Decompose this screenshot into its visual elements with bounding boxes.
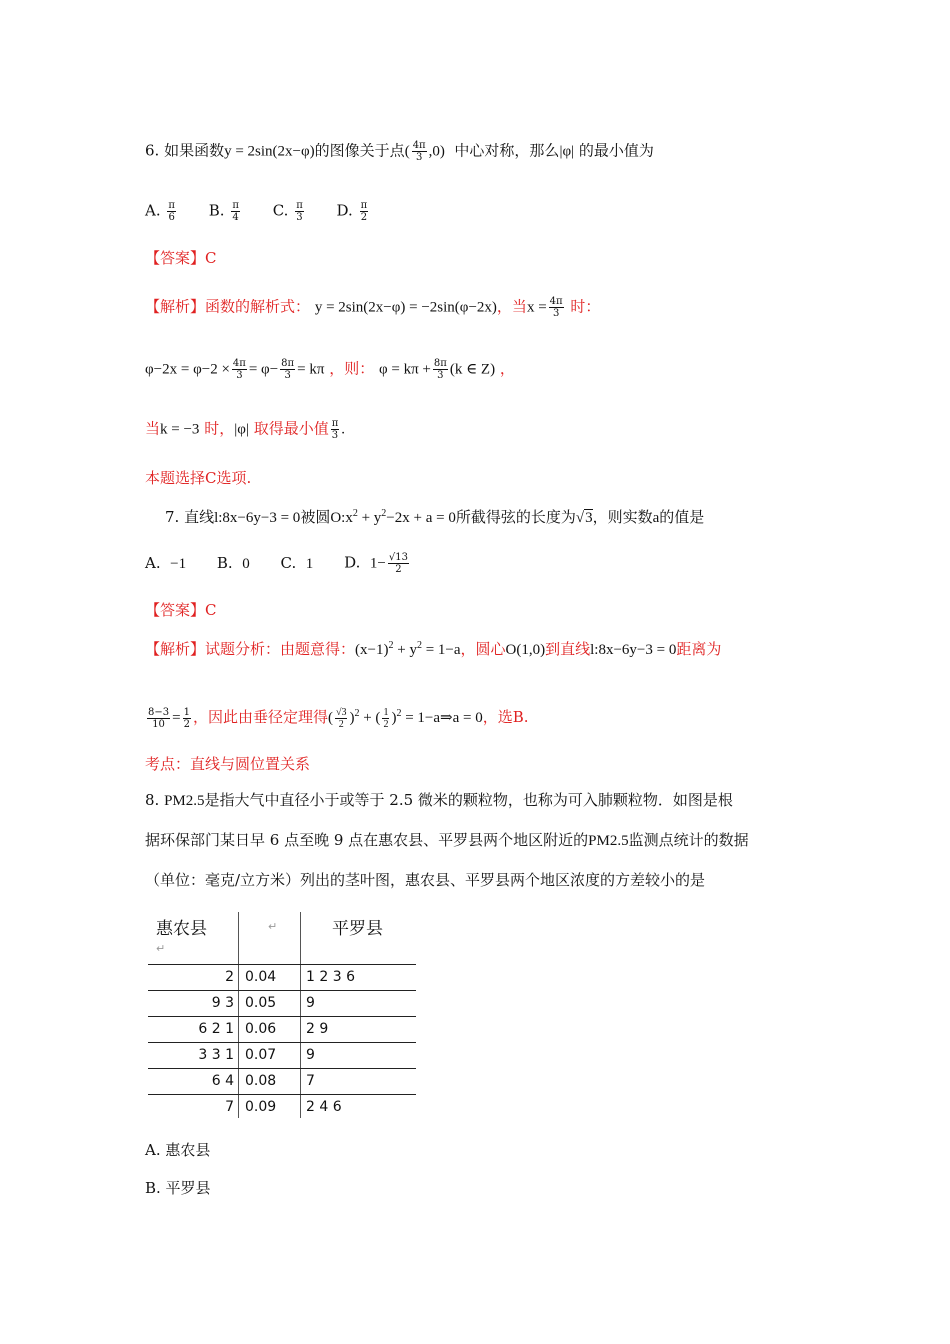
analysis-expression: ( $\frac{√3}{2}$ )$^2$ + ( $\frac{1}{2}$ )$^2$ = 1−a⇒a = 0 bbox=[327, 707, 483, 731]
analysis-x: x = bbox=[526, 299, 547, 316]
analysis-expression: = φ− bbox=[248, 361, 279, 378]
row-stem: 0.05 bbox=[245, 995, 277, 1011]
q8-stem-text: 是指大气中直径小于或等于 2.5 微米的颗粒物，也称为可入肺颗粒物．如图是根 bbox=[204, 791, 733, 809]
analysis-center: O(1,0) bbox=[505, 642, 546, 658]
q8-pm25: PM2.5 bbox=[164, 793, 205, 809]
analysis-text: 试题分析：由题意得： bbox=[205, 640, 356, 658]
answer-tag: 【答案】 bbox=[145, 249, 206, 267]
table-divider bbox=[238, 912, 239, 1118]
q7-analysis-line1 bbox=[145, 636, 721, 660]
row-right-leaves: 2 9 bbox=[306, 1021, 329, 1037]
row-right-leaves: 1 2 3 6 bbox=[306, 969, 355, 985]
q7-stem-text: 的值是 bbox=[659, 508, 705, 526]
q8-stem-line2 bbox=[145, 830, 749, 851]
q6-point-fraction: $\frac{4\pi}{3}$ bbox=[412, 140, 426, 163]
row-stem: 0.09 bbox=[245, 1099, 277, 1115]
analysis-fraction: $\frac{8\pi}{3}$ bbox=[281, 358, 295, 381]
q8-pm25: PM2.5 bbox=[588, 833, 629, 849]
return-mark: ↵ bbox=[268, 920, 278, 933]
q6-conclusion: 本题选择C选项. bbox=[145, 469, 252, 487]
analysis-text: 到直线 bbox=[545, 640, 591, 658]
analysis-expression: y = 2sin(2x−φ) = −2sin(φ−2x) bbox=[314, 299, 497, 316]
row-left-leaves: 6 2 1 bbox=[198, 1021, 234, 1037]
analysis-fraction: $\frac{\pi}{3}$ bbox=[331, 418, 339, 441]
table-row-line bbox=[148, 1068, 416, 1069]
analysis-text: 当 bbox=[145, 419, 161, 438]
q7-option-a: A. −1 bbox=[145, 553, 187, 572]
row-right-leaves: 9 bbox=[306, 995, 315, 1011]
analysis-expression: = bbox=[172, 710, 181, 726]
q7-options bbox=[145, 552, 411, 575]
analysis-text: 取得最小值 bbox=[253, 419, 329, 438]
header-huinong: 惠农县 bbox=[156, 919, 207, 939]
q8-stem-text: 8. bbox=[145, 791, 165, 809]
analysis-x-fraction: $\frac{4\pi}{3}$ bbox=[549, 296, 563, 319]
q7-circle-equation: $O:x^2 + y^2-2x + a = 0$ bbox=[330, 508, 456, 526]
q7-variable: a bbox=[652, 510, 660, 526]
return-mark: ↵ bbox=[156, 942, 166, 955]
q6-option-b: B. $\frac{\pi}{4}$ bbox=[208, 200, 239, 223]
q7-stem-text: 被圆 bbox=[300, 508, 331, 526]
header-pingluo: 平罗县 bbox=[332, 919, 383, 939]
q6-abs: |φ| bbox=[559, 143, 575, 160]
analysis-text: ，选B. bbox=[482, 708, 529, 726]
table-row-line bbox=[148, 1016, 416, 1017]
analysis-fraction: $\frac{1}{2}$ bbox=[183, 706, 190, 730]
q6-answer bbox=[145, 248, 217, 268]
q7-stem-text: 7. 直线 bbox=[165, 508, 215, 526]
analysis-expression: φ = kπ + bbox=[378, 361, 431, 378]
table-row-line bbox=[148, 964, 416, 965]
q6-function: y = 2sin(2x−φ) bbox=[224, 143, 315, 160]
analysis-expression: $(x-1)^2 + y^2 = 1-a$ bbox=[355, 640, 461, 658]
row-right-leaves: 2 4 6 bbox=[306, 1099, 342, 1115]
q6-point-rest: ,0) bbox=[428, 143, 445, 160]
table-row-line bbox=[148, 1042, 416, 1043]
q7-line-equation: l:8x−6y−3 = 0 bbox=[214, 510, 301, 526]
row-right-leaves: 9 bbox=[306, 1047, 315, 1063]
analysis-fraction: $\frac{8\pi}{3}$ bbox=[433, 358, 447, 381]
q7-answer bbox=[145, 600, 217, 620]
q6-stem-text: 中心对称，那么 bbox=[454, 141, 560, 160]
answer-tag: 【答案】 bbox=[145, 601, 206, 619]
analysis-tag: 【解析】 bbox=[145, 297, 206, 316]
row-right-leaves: 7 bbox=[306, 1073, 315, 1089]
q8-stem-text: 监测点统计的数据 bbox=[628, 831, 749, 849]
q7-option-c: C. 1 bbox=[280, 553, 314, 572]
analysis-fraction: $\frac{4\pi}{3}$ bbox=[232, 358, 246, 381]
q6-option-c: C. $\frac{\pi}{3}$ bbox=[272, 200, 303, 223]
q7-kaodian: 考点：直线与圆位置关系 bbox=[145, 755, 311, 773]
q6-analysis-line2 bbox=[145, 358, 515, 381]
q6-analysis-line3 bbox=[145, 418, 345, 441]
q6-option-d: D. $\frac{\pi}{2}$ bbox=[336, 200, 368, 223]
row-left-leaves: 3 3 1 bbox=[198, 1047, 234, 1063]
analysis-text: 时， bbox=[204, 419, 235, 438]
analysis-expression: k = −3 bbox=[160, 421, 200, 438]
analysis-text: . bbox=[341, 421, 346, 438]
q8-option-b: B. 平罗县 bbox=[145, 1179, 211, 1197]
q6-analysis-line1 bbox=[145, 296, 600, 319]
q6-option-a: A. $\frac{\pi}{6}$ bbox=[145, 200, 175, 223]
analysis-text: 距离为 bbox=[676, 640, 722, 658]
q6-stem-text: 的图像关于点 bbox=[314, 141, 405, 160]
analysis-expression: φ−2x = φ−2 × bbox=[145, 361, 230, 378]
analysis-text: 时： bbox=[570, 297, 601, 316]
q7-analysis-line2 bbox=[145, 704, 529, 730]
q6-stem-text: 6. 如果函数 bbox=[145, 141, 225, 160]
q6-options bbox=[145, 200, 370, 223]
analysis-expression: (k ∈ Z) bbox=[449, 361, 496, 378]
q6-stem-text: 的最小值为 bbox=[578, 141, 654, 160]
analysis-fraction: $\frac{8-3}{10}$ bbox=[148, 706, 170, 730]
row-left-leaves: 6 4 bbox=[211, 1073, 234, 1089]
table-row-line bbox=[148, 990, 416, 991]
row-stem: 0.04 bbox=[245, 969, 277, 985]
q7-sqrt3: √3 bbox=[575, 510, 593, 526]
table-divider bbox=[300, 912, 301, 1118]
analysis-text: ，则： bbox=[329, 359, 375, 378]
answer-value: C bbox=[205, 249, 217, 267]
q7-option-b: B. 0 bbox=[216, 553, 250, 572]
q7-stem bbox=[165, 504, 704, 528]
row-stem: 0.08 bbox=[245, 1073, 277, 1089]
row-stem: 0.06 bbox=[245, 1021, 277, 1037]
analysis-tag: 【解析】 bbox=[145, 640, 206, 658]
row-stem: 0.07 bbox=[245, 1047, 277, 1063]
analysis-text: ， bbox=[499, 359, 515, 378]
q8-option-a: A. 惠农县 bbox=[145, 1141, 211, 1159]
row-left-leaves: 7 bbox=[225, 1099, 234, 1115]
q7-stem-text: 所截得弦的长度为 bbox=[455, 508, 576, 526]
analysis-text: ，圆心 bbox=[460, 640, 506, 658]
analysis-expression: = kπ bbox=[297, 361, 325, 378]
analysis-expression: |φ| bbox=[234, 421, 249, 438]
q8-stem-line3: （单位：毫克/立方米）列出的茎叶图，惠农县、平罗县两个地区浓度的方差较小的是 bbox=[145, 871, 706, 889]
analysis-text: ，因此由垂径定理得 bbox=[192, 708, 328, 726]
q6-stem: 6. 如果函数y = 2sin(2x−φ)的图像关于点( $\frac{4\pi}{3}$ ,0) 中心对称，那么|φ| 的最小值为 bbox=[145, 140, 654, 163]
q7-option-d: D. 1− $\frac{√13}{2}$ bbox=[344, 552, 408, 575]
analysis-line-equation: l:8x−6y−3 = 0 bbox=[590, 642, 677, 658]
analysis-text: 函数的解析式： bbox=[205, 297, 311, 316]
table-row-line bbox=[148, 1094, 416, 1095]
row-left-leaves: 2 bbox=[225, 969, 234, 985]
answer-value: C bbox=[205, 601, 217, 619]
analysis-text: ，当 bbox=[496, 297, 527, 316]
q8-stem-text: 据环保部门某日早 6 点至晚 9 点在惠农县、平罗县两个地区附近的 bbox=[145, 831, 589, 849]
stem-leaf-table bbox=[148, 912, 416, 1118]
q7-stem-text: ，则实数 bbox=[592, 508, 653, 526]
row-left-leaves: 9 3 bbox=[211, 995, 234, 1011]
q8-stem-line1 bbox=[145, 790, 733, 811]
